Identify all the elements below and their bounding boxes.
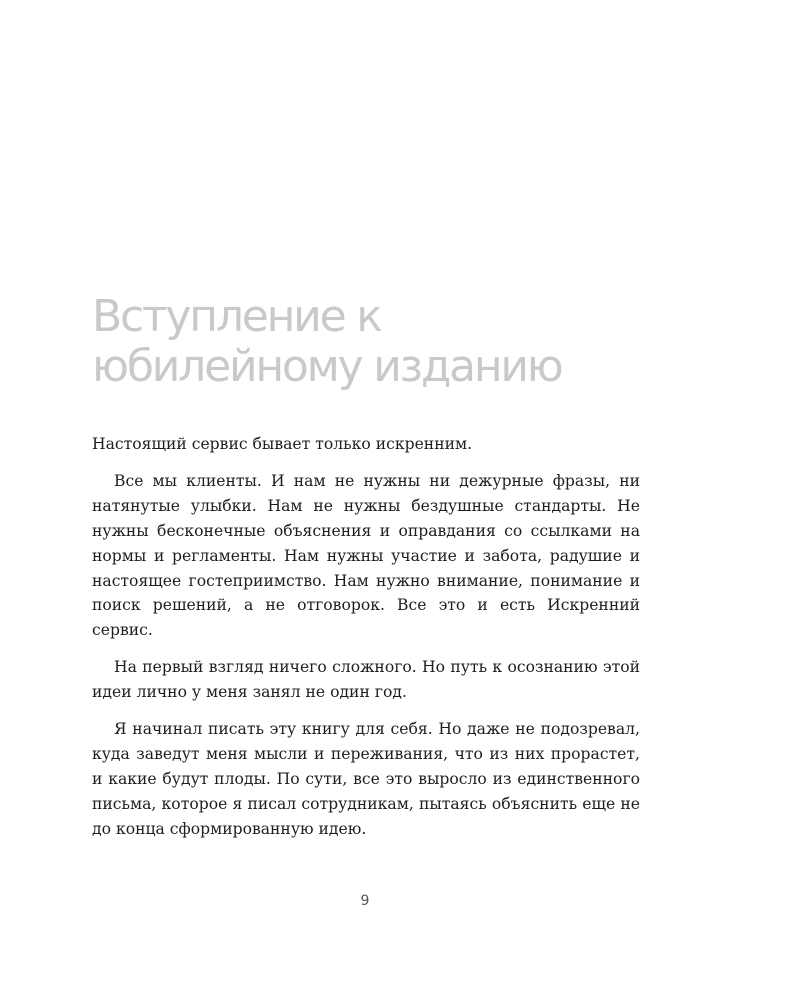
body-text — [92, 432, 640, 854]
paragraph: Настоящий сервис бывает только искренним. — [92, 435, 473, 453]
paragraph: Все мы клиенты. И нам не нужны ни дежурные фразы, ни натянутые улыбки. Нам не нужны бездушные стандарты. Не нужны бесконечные объяснения и оправдания со ссылками на нормы и регламенты. Нам нужны участие и забота, радушие и настоящее гостеприимство. Нам нужно внимание, понимание и поиск решений, а не отговорок. Все это и есть Искренний сервис. — [92, 471, 640, 640]
chapter-title: Вступление к юбилейному изданию — [92, 291, 562, 392]
paragraph: На первый взгляд ничего сложного. Но путь к осознанию этой идеи лично у меня занял не один год. — [92, 658, 640, 702]
paragraph: Я начинал писать эту книгу для себя. Но даже не подозревал, куда заведут меня мысли и переживания, что из них прорастет, и какие будут плоды. По сути, все это выросло из единственного письма, которое я писал сотрудникам, пытаясь объяснить еще не до конца сформированную идею. — [92, 720, 640, 838]
page-number: 9 — [360, 893, 370, 909]
